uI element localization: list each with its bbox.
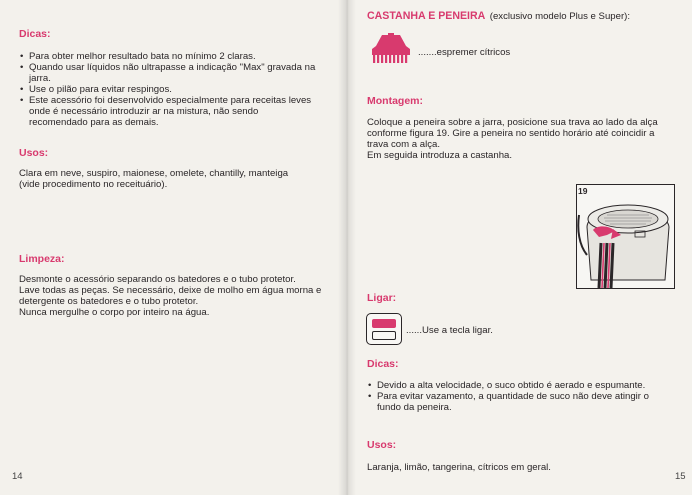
usos-text: Clara em neve, suspiro, maionese, omelete, chantilly, manteiga (vide procedimento no receituário). — [19, 168, 289, 190]
ligar-legend: ......Use a tecla ligar. — [406, 325, 493, 336]
dicas-heading: Dicas: — [367, 358, 399, 370]
dicas-list — [367, 380, 667, 413]
montagem-heading: Montagem: — [367, 95, 423, 107]
usos-heading: Usos: — [367, 439, 397, 451]
section-title — [367, 6, 687, 24]
list-item: • Devido a alta velocidade, o suco obtido é aerado e espumante. — [367, 380, 667, 391]
limpeza-heading: Limpeza: — [19, 253, 65, 265]
list-item: • Para evitar vazamento, a quantidade de suco não deve atingir o fundo da peneira. — [367, 391, 667, 413]
usos-heading: Usos: — [19, 147, 49, 159]
ligar-heading: Ligar: — [367, 292, 397, 304]
page-number: 15 — [675, 471, 686, 482]
limpeza-line: Nunca mergulhe o corpo por inteiro na água. — [19, 307, 210, 318]
montagem-paragraph: Coloque a peneira sobre a jarra, posicione sua trava ao lado da alça conforme figura 19. Gire a peneira no sentido horário até coincidir a trava com a alça. — [367, 117, 658, 150]
right-page — [346, 0, 692, 495]
dicas-list — [19, 51, 319, 128]
castanha-icon — [366, 33, 418, 65]
list-item: • Use o pilão para evitar respingos. — [19, 84, 319, 95]
limpeza-line: Lave todas as peças. Se necessário, deixe de molho em água morna e detergente os batedores e o tubo protetor. — [19, 285, 322, 307]
list-item: • Para obter melhor resultado bata no mínimo 2 claras. — [19, 51, 319, 62]
espremer-legend: .......espremer cítricos — [418, 47, 511, 58]
montagem-paragraph: Em seguida introduza a castanha. — [367, 150, 513, 161]
page-number: 14 — [12, 471, 23, 482]
list-item: • Este acessório foi desenvolvido especialmente para receitas leves onde é necessário introduzir ar na mistura, não sendo recomendado para as demais. — [19, 95, 319, 128]
usos-text: Laranja, limão, tangerina, cítricos em geral. — [367, 462, 551, 473]
figure-number: 19 — [578, 186, 588, 196]
ligar-key-icon — [366, 313, 402, 345]
list-item: • Quando usar líquidos não ultrapasse a indicação "Max" gravada na jarra. — [19, 62, 319, 84]
title: CASTANHA E PENEIRA — [367, 10, 486, 22]
limpeza-text — [19, 274, 339, 318]
figure-19 — [576, 184, 675, 289]
montagem-text — [367, 117, 667, 161]
book-gutter — [338, 0, 356, 495]
limpeza-line: Desmonte o acessório separando os batedores e o tubo protetor. — [19, 274, 296, 285]
figure-illustration — [577, 185, 674, 288]
title-note: (exclusivo modelo Plus e Super): — [489, 11, 631, 22]
dicas-heading: Dicas: — [19, 28, 51, 40]
